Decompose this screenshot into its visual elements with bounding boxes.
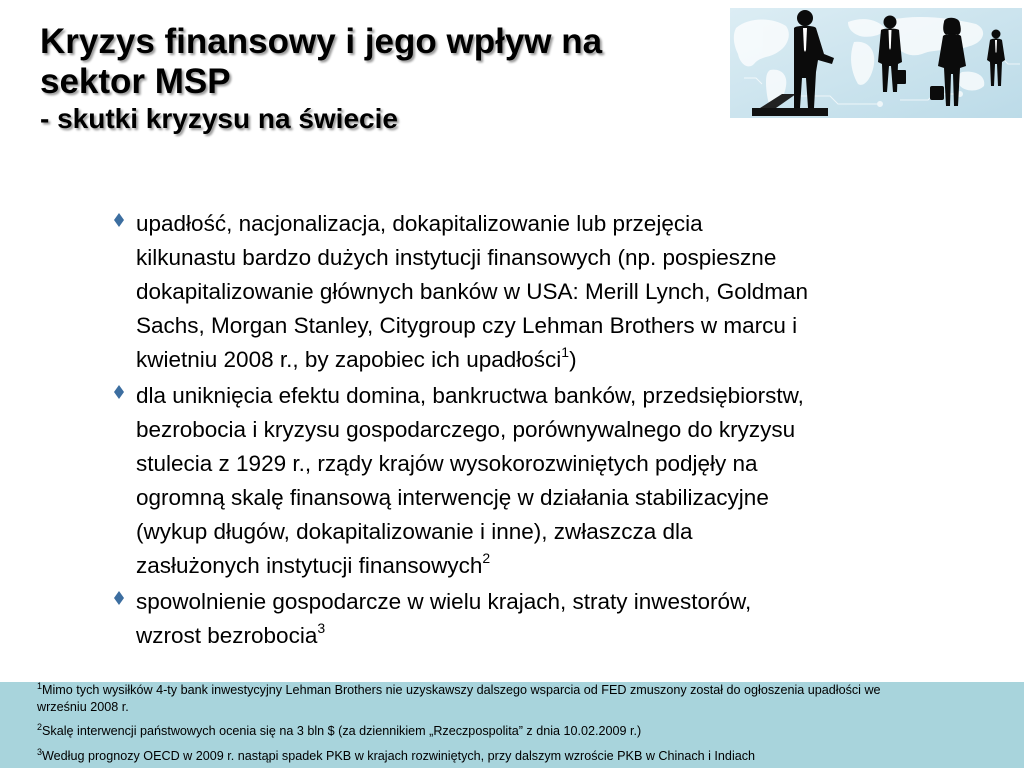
bullet-text-line: Sachs, Morgan Stanley, Citygroup czy Lehman Brothers w marcu i: [136, 313, 798, 338]
bullet-list: [104, 207, 1004, 655]
bullet-text-line: kwietniu 2008 r., by zapobiec ich upadłości: [136, 347, 562, 372]
title-line-2: sektor MSP: [40, 62, 231, 101]
bullet-text-line: dokapitalizowanie głównych banków w USA: Merill Lynch, Goldman: [136, 279, 808, 304]
bullet-item: [104, 379, 1004, 583]
footnote-text: wrześniu 2008 r.: [37, 700, 129, 714]
bullet-text-line: spowolnienie gospodarcze w wielu krajach, straty inwestorów,: [136, 589, 752, 614]
bullet-item: [104, 585, 1004, 653]
footnote-number: 2: [37, 721, 43, 732]
footnotes-panel: [0, 682, 1024, 768]
footnote-2: [37, 723, 1002, 740]
slide-subtitle: - skutki kryzysu na świecie: [40, 103, 398, 134]
bullet-text-line: ogromną skalę finansową interwencję w działania stabilizacyjne: [136, 485, 769, 510]
footnote-reference: 3: [317, 619, 326, 636]
footnote-number: 1: [37, 680, 43, 691]
bullet-item: [104, 207, 1004, 377]
title-line-1: Kryzys finansowy i jego wpływ na: [40, 22, 603, 61]
slide-title: [40, 22, 720, 136]
footnote-number: 3: [37, 746, 43, 757]
footnote-reference: 2: [482, 549, 491, 566]
footnote-text: Skalę interwencji państwowych ocenia się na 3 bln $ (za dziennikiem „Rzeczpospolita” z dnia 10.02.2009 r.): [42, 724, 642, 738]
bullet-text-line: stulecia z 1929 r., rządy krajów wysokorozwiniętych podjęły na: [136, 451, 758, 476]
diamond-bullet-icon: [112, 379, 126, 413]
bullet-text-line: kilkunastu bardzo dużych instytucji finansowych (np. pospieszne: [136, 245, 777, 270]
business-people-world-map-icon: [730, 8, 1022, 118]
bullet-text-line: (wykup długów, dokapitalizowanie i inne), zwłaszcza dla: [136, 519, 693, 544]
footnote-text: Według prognozy OECD w 2009 r. nastąpi spadek PKB w krajach rozwiniętych, przy dalszym wzroście PKB w Chinach i Indiach: [42, 749, 756, 763]
footnote-reference: 1: [561, 343, 570, 360]
bullet-text-line: bezrobocia i kryzysu gospodarczego, porównywalnego do kryzysu: [136, 417, 796, 442]
diamond-bullet-icon: [112, 585, 126, 619]
diamond-bullet-icon: [112, 207, 126, 241]
footnote-3: [37, 748, 1002, 765]
bullet-text-line: dla uniknięcia efektu domina, bankructwa banków, przedsiębiorstw,: [136, 383, 804, 408]
bullet-text-line: wzrost bezrobocia: [136, 623, 318, 648]
bullet-text-line: zasłużonych instytucji finansowych: [136, 553, 483, 578]
footnote-1: [37, 682, 1002, 716]
footnote-text: Mimo tych wysiłków 4-ty bank inwestycyjny Lehman Brothers nie uzyskawszy dalszego wsparcia od FED zmuszony został do ogłoszenia upadłości we: [42, 683, 881, 697]
bullet-text-line: upadłość, nacjonalizacja, dokapitalizowanie lub przejęcia: [136, 211, 703, 236]
bullet-text-tail: ): [569, 347, 577, 372]
